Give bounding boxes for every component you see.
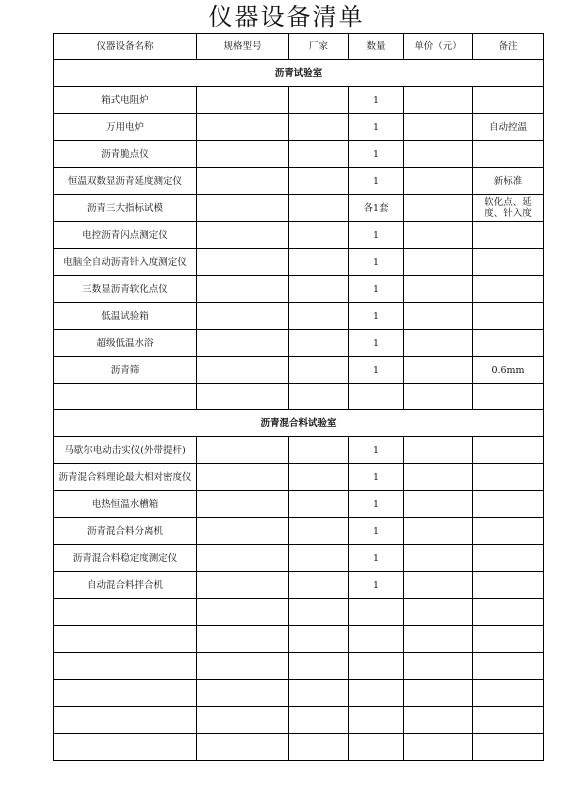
table-row: [54, 734, 544, 761]
cell-qty: 1: [349, 87, 404, 114]
header-name: 仪器设备名称: [54, 34, 197, 60]
cell-name: 低温试验箱: [54, 303, 197, 330]
cell-name: 电脑全自动沥青针入度测定仪: [54, 249, 197, 276]
cell-note: [473, 303, 544, 330]
table-row: [54, 195, 544, 222]
cell-name: 沥青筛: [54, 357, 197, 384]
cell-maker: [289, 141, 349, 168]
cell-note: [473, 680, 544, 707]
cell-note: [473, 249, 544, 276]
table-row: [54, 437, 544, 464]
cell-qty: 1: [349, 276, 404, 303]
cell-maker: [289, 545, 349, 572]
table-row: [54, 653, 544, 680]
cell-maker: [289, 303, 349, 330]
section-title: 沥青混合料试验室: [54, 410, 544, 437]
cell-maker: [289, 276, 349, 303]
cell-maker: [289, 707, 349, 734]
cell-note: [473, 653, 544, 680]
cell-note: [473, 734, 544, 761]
cell-qty: 1: [349, 357, 404, 384]
cell-price: [404, 330, 473, 357]
cell-note: [473, 599, 544, 626]
cell-maker: [289, 330, 349, 357]
cell-qty: 1: [349, 518, 404, 545]
table-body: [54, 34, 544, 761]
cell-maker: [289, 491, 349, 518]
cell-qty: 1: [349, 437, 404, 464]
cell-spec: [197, 222, 289, 249]
cell-note: [473, 626, 544, 653]
header-maker: 厂家: [289, 34, 349, 60]
cell-spec: [197, 626, 289, 653]
cell-note: [473, 491, 544, 518]
section-row: [54, 60, 544, 87]
cell-spec: [197, 437, 289, 464]
cell-note: [473, 384, 544, 410]
cell-qty: 1: [349, 572, 404, 599]
cell-maker: [289, 384, 349, 410]
cell-qty: 1: [349, 114, 404, 141]
cell-maker: [289, 114, 349, 141]
cell-price: [404, 599, 473, 626]
cell-note: [473, 518, 544, 545]
cell-note: [473, 222, 544, 249]
cell-name: [54, 384, 197, 410]
cell-spec: [197, 357, 289, 384]
cell-name: 超级低温水浴: [54, 330, 197, 357]
cell-maker: [289, 195, 349, 222]
cell-spec: [197, 707, 289, 734]
cell-spec: [197, 249, 289, 276]
cell-price: [404, 141, 473, 168]
cell-spec: [197, 330, 289, 357]
table-row: [54, 222, 544, 249]
cell-price: [404, 518, 473, 545]
cell-note: 自动控温: [473, 114, 544, 141]
cell-price: [404, 734, 473, 761]
cell-qty: 1: [349, 222, 404, 249]
cell-maker: [289, 168, 349, 195]
cell-name: 箱式电阻炉: [54, 87, 197, 114]
cell-spec: [197, 734, 289, 761]
cell-name: [54, 599, 197, 626]
cell-note: 0.6mm: [473, 357, 544, 384]
cell-maker: [289, 599, 349, 626]
table-row: [54, 87, 544, 114]
cell-price: [404, 572, 473, 599]
cell-qty: [349, 384, 404, 410]
cell-spec: [197, 464, 289, 491]
cell-price: [404, 707, 473, 734]
cell-name: 沥青三大指标试模: [54, 195, 197, 222]
cell-name: 沥青混合料理论最大相对密度仪: [54, 464, 197, 491]
cell-note: [473, 707, 544, 734]
cell-price: [404, 464, 473, 491]
cell-maker: [289, 572, 349, 599]
cell-maker: [289, 437, 349, 464]
cell-qty: 1: [349, 491, 404, 518]
cell-spec: [197, 545, 289, 572]
cell-spec: [197, 653, 289, 680]
cell-note: [473, 545, 544, 572]
cell-spec: [197, 384, 289, 410]
cell-maker: [289, 653, 349, 680]
header-note: 备注: [473, 34, 544, 60]
header-qty: 数量: [349, 34, 404, 60]
cell-name: [54, 707, 197, 734]
cell-qty: 1: [349, 545, 404, 572]
cell-price: [404, 276, 473, 303]
cell-maker: [289, 734, 349, 761]
table-row: [54, 491, 544, 518]
cell-note: [473, 572, 544, 599]
table-row: [54, 626, 544, 653]
table-row: [54, 249, 544, 276]
cell-qty: 1: [349, 168, 404, 195]
cell-qty: [349, 599, 404, 626]
table-row: [54, 384, 544, 410]
table-row: [54, 680, 544, 707]
cell-spec: [197, 303, 289, 330]
cell-qty: [349, 734, 404, 761]
table-row: [54, 114, 544, 141]
cell-name: 沥青混合料分离机: [54, 518, 197, 545]
cell-name: [54, 734, 197, 761]
cell-qty: [349, 680, 404, 707]
table-row: [54, 303, 544, 330]
table-row: [54, 572, 544, 599]
cell-qty: 各1套: [349, 195, 404, 222]
cell-price: [404, 653, 473, 680]
cell-price: [404, 249, 473, 276]
cell-qty: 1: [349, 330, 404, 357]
cell-price: [404, 626, 473, 653]
cell-name: 自动混合料拌合机: [54, 572, 197, 599]
page-title: 仪器设备清单: [208, 3, 365, 31]
cell-qty: [349, 707, 404, 734]
cell-maker: [289, 518, 349, 545]
cell-name: [54, 626, 197, 653]
cell-price: [404, 680, 473, 707]
cell-price: [404, 384, 473, 410]
cell-qty: 1: [349, 464, 404, 491]
cell-maker: [289, 626, 349, 653]
cell-qty: 1: [349, 249, 404, 276]
cell-name: 沥青脆点仪: [54, 141, 197, 168]
cell-price: [404, 87, 473, 114]
cell-maker: [289, 357, 349, 384]
cell-price: [404, 303, 473, 330]
cell-spec: [197, 680, 289, 707]
cell-note: [473, 330, 544, 357]
cell-qty: 1: [349, 303, 404, 330]
cell-name: 恒温双数显沥青延度测定仪: [54, 168, 197, 195]
section-row: [54, 410, 544, 437]
cell-name: 三数显沥青软化点仪: [54, 276, 197, 303]
table-row: [54, 518, 544, 545]
cell-maker: [289, 249, 349, 276]
table-row: [54, 707, 544, 734]
cell-spec: [197, 572, 289, 599]
header-row: [54, 34, 544, 60]
cell-name: 马歇尔电动击实仪(外带提杆): [54, 437, 197, 464]
table-row: [54, 141, 544, 168]
cell-note: 软化点、延度、针入度: [473, 195, 544, 222]
cell-note: [473, 464, 544, 491]
cell-note: [473, 276, 544, 303]
cell-spec: [197, 276, 289, 303]
header-spec: 规格型号: [197, 34, 289, 60]
cell-name: [54, 680, 197, 707]
cell-price: [404, 357, 473, 384]
cell-price: [404, 222, 473, 249]
cell-note: [473, 437, 544, 464]
table-row: [54, 545, 544, 572]
cell-price: [404, 195, 473, 222]
cell-name: 电热恒温水槽箱: [54, 491, 197, 518]
cell-note: [473, 87, 544, 114]
table-row: [54, 464, 544, 491]
cell-price: [404, 437, 473, 464]
cell-spec: [197, 518, 289, 545]
cell-spec: [197, 599, 289, 626]
cell-price: [404, 114, 473, 141]
cell-spec: [197, 491, 289, 518]
cell-note: 新标准: [473, 168, 544, 195]
table-row: [54, 168, 544, 195]
cell-price: [404, 491, 473, 518]
cell-spec: [197, 168, 289, 195]
cell-spec: [197, 114, 289, 141]
cell-maker: [289, 222, 349, 249]
table-row: [54, 330, 544, 357]
section-title: 沥青试验室: [54, 60, 544, 87]
cell-qty: [349, 626, 404, 653]
cell-maker: [289, 464, 349, 491]
table-row: [54, 276, 544, 303]
cell-name: 电控沥青闪点测定仪: [54, 222, 197, 249]
cell-maker: [289, 87, 349, 114]
cell-qty: 1: [349, 141, 404, 168]
cell-price: [404, 168, 473, 195]
cell-note: [473, 141, 544, 168]
cell-spec: [197, 141, 289, 168]
cell-price: [404, 545, 473, 572]
cell-name: [54, 653, 197, 680]
cell-spec: [197, 87, 289, 114]
table-row: [54, 357, 544, 384]
equipment-table: [53, 33, 544, 761]
cell-maker: [289, 680, 349, 707]
table-row: [54, 599, 544, 626]
cell-spec: [197, 195, 289, 222]
cell-name: 万用电炉: [54, 114, 197, 141]
cell-qty: [349, 653, 404, 680]
cell-name: 沥青混合料稳定度测定仪: [54, 545, 197, 572]
header-price: 单价（元）: [404, 34, 473, 60]
